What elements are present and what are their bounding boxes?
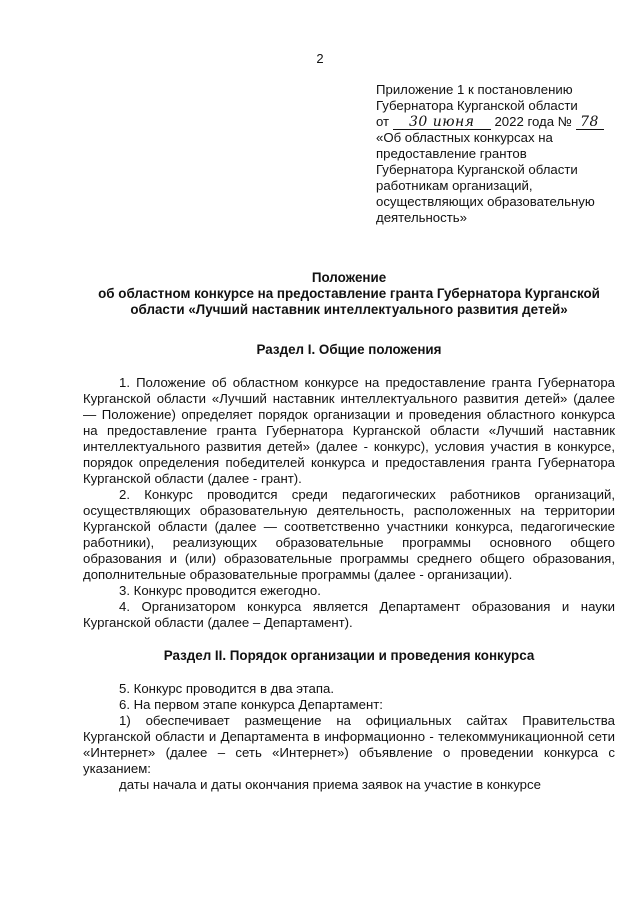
paragraph: 6. На первом этапе конкурса Департамент: (119, 697, 383, 712)
appendix-line: осуществляющих образовательную (376, 194, 595, 209)
paragraph: 5. Конкурс проводится в два этапа. (119, 681, 335, 696)
appendix-line: предоставление грантов (376, 146, 527, 161)
appendix-date-line (376, 114, 616, 130)
title-line: об областном конкурсе на предоставление гранта Губернатора Курганской (98, 286, 600, 301)
date-fill-line (393, 115, 491, 130)
paragraph: 4. Организатором конкурса является Департамент образования и науки Курганской области (далее – Департамент). (83, 599, 615, 630)
appendix-line: Приложение 1 к постановлению (376, 82, 573, 97)
paragraph: даты начала и даты окончания приема заявок на участие в конкурсе (119, 777, 541, 792)
section-heading: Раздел I. Общие положения (256, 342, 442, 357)
appendix-line: деятельность» (376, 210, 467, 225)
handwritten-number: 78 (580, 114, 599, 130)
appendix-line: Губернатора Курганской области (376, 98, 578, 113)
paragraph: 2. Конкурс проводится среди педагогических работников организаций, осуществляющих образовательную деятельность, расположенных на территории Курганской области (далее — соответственно участники конкурса, педагогические работники), реализующих образовательные программы основного общего образования и (или) образовательные программы среднего общего образования, дополнительные образовательные программы (далее - организации). (83, 487, 615, 582)
date-prefix: от (376, 114, 390, 129)
paragraph: 1. Положение об областном конкурсе на предоставление гранта Губернатора Курганской области «Лучший наставник интеллектуального развития детей» (далее — Положение) определяет порядок организации и проведения областного конкурса на предоставление гранта Губернатора Курганской области «Лучший наставник интеллектуального развития детей» (далее - конкурс), условия участия в конкурсе, порядок определения победителей конкурса и предоставления гранта Губернатора Курганской области (далее - грант). (83, 375, 615, 486)
paragraph: 1) обеспечивает размещение на официальных сайтах Правительства Курганской области и Департамента в информационно - телекоммуникационной сети «Интернет» (далее – сеть «Интернет») объявление о проведении конкурса с указанием: (83, 713, 615, 776)
document-title (83, 270, 615, 318)
appendix-line: Губернатора Курганской области (376, 162, 578, 177)
appendix-line: «Об областных конкурсах на (376, 130, 553, 145)
document-body (83, 270, 615, 793)
number-fill-line (576, 115, 604, 130)
page-number: 2 (316, 51, 324, 66)
appendix-block (376, 82, 616, 226)
appendix-line: работникам организаций, (376, 178, 533, 193)
date-middle: 2022 года № (494, 114, 572, 129)
paragraph: 3. Конкурс проводится ежегодно. (119, 583, 321, 598)
title-line: области «Лучший наставник интеллектуального развития детей» (130, 302, 568, 317)
title-line: Положение (311, 270, 387, 285)
section-heading: Раздел II. Порядок организации и проведения конкурса (163, 648, 535, 663)
handwritten-date: 30 июня (408, 114, 475, 130)
